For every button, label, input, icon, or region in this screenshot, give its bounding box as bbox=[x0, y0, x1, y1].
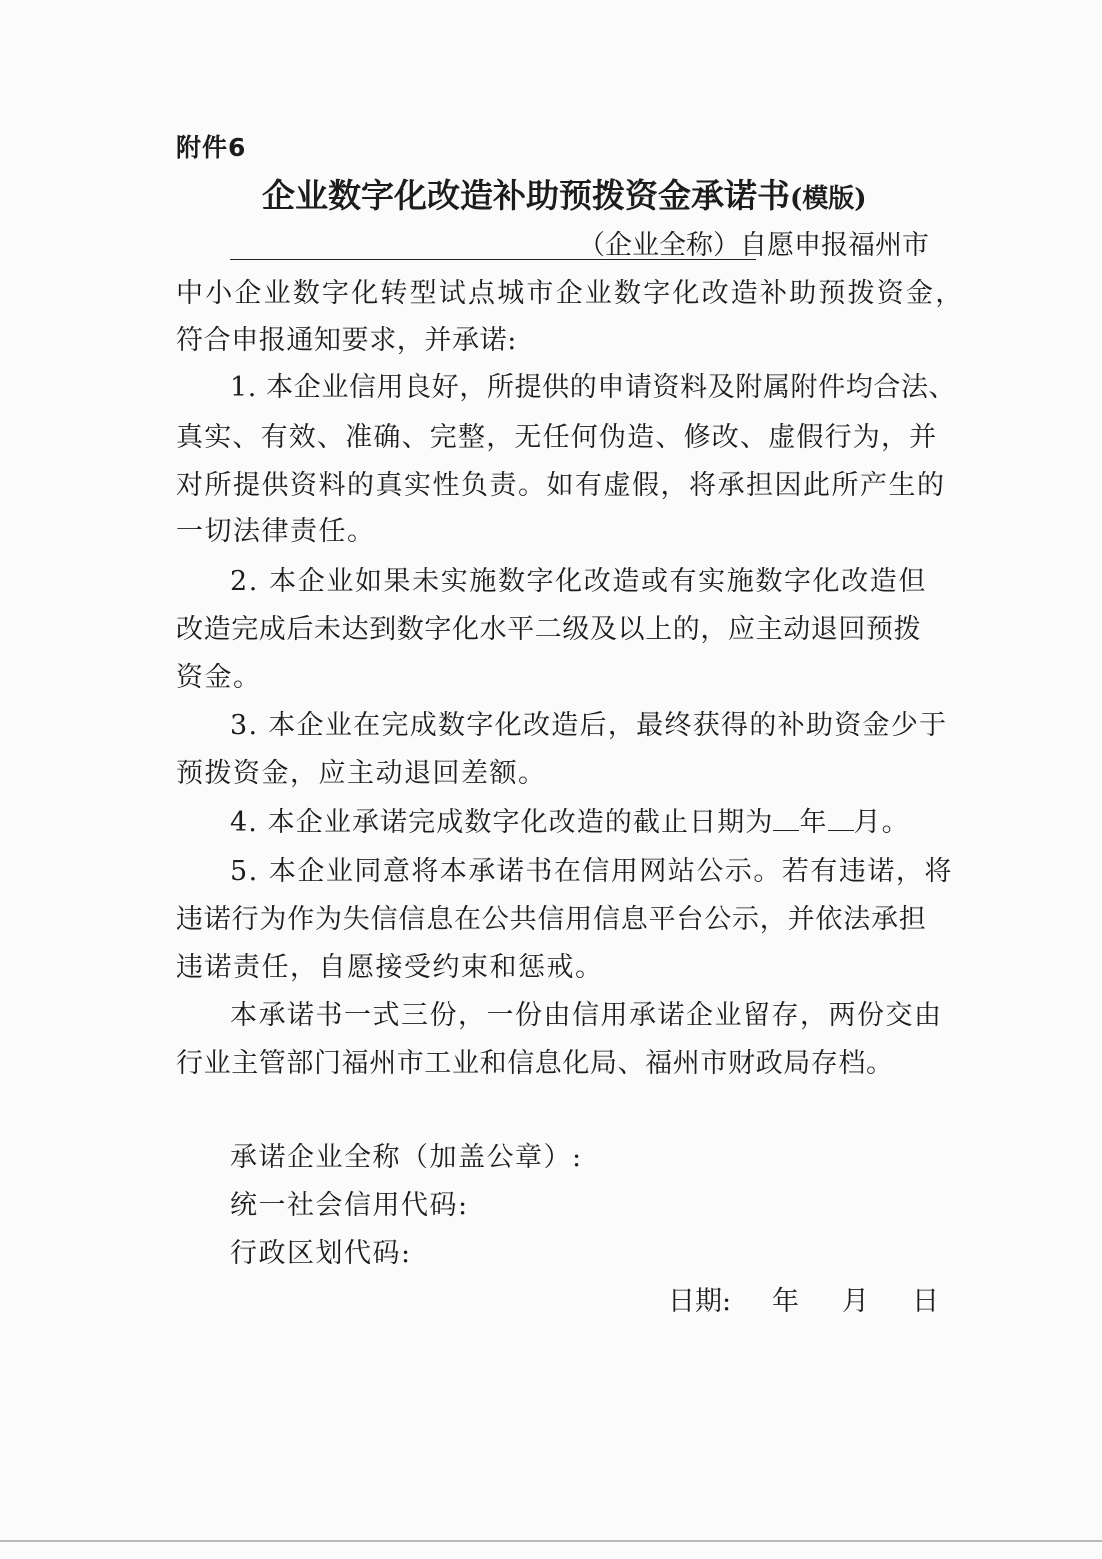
title-suffix: (模版) bbox=[790, 184, 867, 214]
clause-3-line-1: 3. 本企业在完成数字化改造后，最终获得的补助资金少于 bbox=[230, 710, 948, 741]
intro-line-1 bbox=[578, 226, 929, 266]
date-day: 日 bbox=[912, 1286, 939, 1317]
enterprise-name-hint: （企业全称） bbox=[578, 230, 740, 261]
date-month: 月 bbox=[842, 1286, 869, 1317]
month-blank bbox=[828, 806, 854, 831]
clause-2-line-1: 2. 本企业如果未实施数字化改造或有实施数字化改造但 bbox=[230, 566, 927, 597]
clause-5-line-1: 5. 本企业同意将本承诺书在信用网站公示。若有违诺，将 bbox=[230, 856, 953, 887]
clause-2-line-3: 资金。 bbox=[176, 662, 262, 693]
clause-5-line-3: 违诺责任，自愿接受约束和惩戒。 bbox=[176, 952, 604, 983]
clause-1-line-2: 真实、有效、准确、完整，无任何伪造、修改、虚假行为，并 bbox=[176, 422, 938, 453]
clause-2-line-2: 改造完成后未达到数字化水平二级及以上的，应主动退回预拨 bbox=[176, 614, 922, 645]
copies-line-1: 本承诺书一式三份，一份由信用承诺企业留存，两份交由 bbox=[230, 1000, 943, 1031]
clause-5-line-2: 违诺行为作为失信信息在公共信用信息平台公示，并依法承担 bbox=[176, 904, 927, 935]
clause-4-month: 月。 bbox=[853, 807, 910, 838]
clause-1-line-1: 1. 本企业信用良好，所提供的申请资料及附属附件均合法、 bbox=[230, 372, 957, 403]
title-main: 企业数字化改造补助预拨资金承诺书 bbox=[262, 176, 790, 215]
year-blank bbox=[773, 806, 799, 831]
scan-edge-line bbox=[0, 1540, 1102, 1542]
clause-1-line-4: 一切法律责任。 bbox=[176, 516, 376, 547]
date-label: 日期: bbox=[668, 1286, 732, 1317]
signature-company: 承诺企业全称（加盖公章）: bbox=[230, 1142, 583, 1173]
clause-1-line-3: 对所提供资料的真实性负责。如有虚假，将承担因此所产生的 bbox=[176, 470, 946, 501]
clause-4-year: 年 bbox=[799, 807, 828, 838]
clause-4-prefix: 4. 本企业承诺完成数字化改造的截止日期为 bbox=[230, 807, 774, 838]
document-title bbox=[262, 170, 867, 217]
annex-label: 附件6 bbox=[176, 133, 247, 162]
intro-line-1-rest: 自愿申报福州市 bbox=[740, 230, 929, 261]
copies-line-2: 行业主管部门福州市工业和信息化局、福州市财政局存档。 bbox=[176, 1048, 894, 1079]
date-line bbox=[668, 1282, 939, 1322]
signature-region-code: 行政区划代码: bbox=[230, 1238, 412, 1269]
date-year: 年 bbox=[772, 1286, 799, 1317]
intro-line-3: 符合申报通知要求，并承诺: bbox=[176, 325, 517, 356]
clause-4 bbox=[230, 803, 910, 843]
signature-credit-code: 统一社会信用代码: bbox=[230, 1190, 469, 1221]
intro-line-2: 中小企业数字化转型试点城市企业数字化改造补助预拨资金， bbox=[176, 278, 965, 309]
clause-3-line-2: 预拨资金，应主动退回差额。 bbox=[176, 758, 547, 789]
